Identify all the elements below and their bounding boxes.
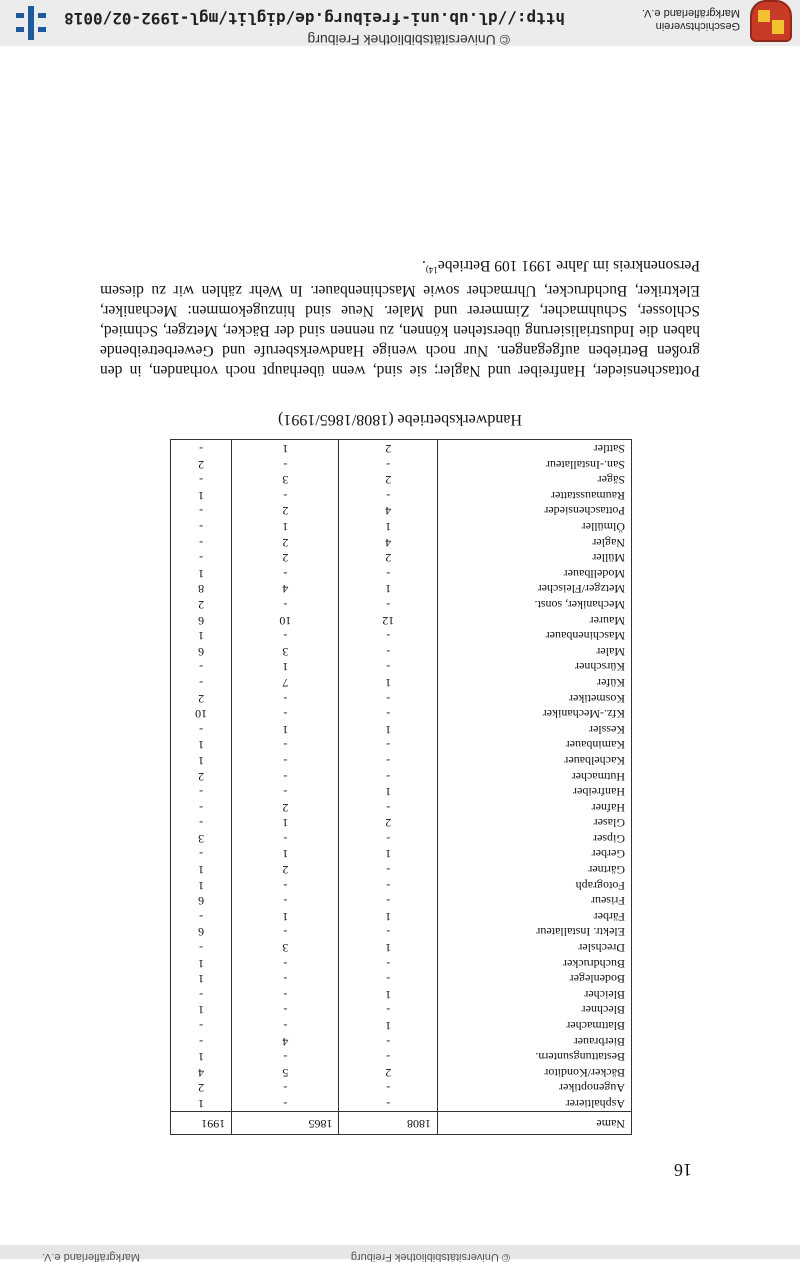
table-row — [171, 612, 632, 628]
count-cell: - — [339, 1033, 438, 1049]
count-cell: - — [232, 986, 339, 1002]
count-cell: - — [232, 784, 339, 800]
count-cell: 7 — [232, 674, 339, 690]
count-cell: - — [232, 893, 339, 909]
paragraph-end: . — [421, 256, 426, 274]
count-cell: 4 — [171, 1064, 232, 1080]
count-cell: 6 — [171, 893, 232, 909]
banner-rotated — [0, 0, 800, 46]
count-cell: 1 — [232, 908, 339, 924]
table-row — [171, 1002, 632, 1018]
count-cell: 1 — [171, 752, 232, 768]
count-cell: 1 — [339, 518, 438, 534]
table-row — [171, 581, 632, 597]
table-row — [171, 768, 632, 784]
count-cell: - — [232, 690, 339, 706]
count-cell: 10 — [232, 612, 339, 628]
count-cell: 4 — [232, 581, 339, 597]
table-row — [171, 955, 632, 971]
count-cell: 1 — [232, 440, 339, 456]
table-row — [171, 893, 632, 909]
table-row — [171, 986, 632, 1002]
count-cell: - — [171, 472, 232, 488]
count-cell: 2 — [171, 768, 232, 784]
count-cell: 1 — [171, 971, 232, 987]
count-cell: - — [339, 971, 438, 987]
table-row — [171, 721, 632, 737]
count-cell: - — [339, 862, 438, 878]
table-row — [171, 846, 632, 862]
count-cell: - — [339, 768, 438, 784]
count-cell: - — [171, 908, 232, 924]
table-row — [171, 690, 632, 706]
table-row — [171, 706, 632, 722]
document-url-link[interactable]: http://dl.ub.uni-freiburg.de/diglit/mgl-1992-02/0018 — [64, 9, 565, 28]
count-cell: 6 — [171, 643, 232, 659]
table-row — [171, 628, 632, 644]
count-cell: - — [339, 830, 438, 846]
craft-name-cell: Kachelbauer — [437, 752, 631, 768]
count-cell: 8 — [171, 581, 232, 597]
table-row — [171, 659, 632, 675]
count-cell: 2 — [232, 503, 339, 519]
craft-name-cell: Elektr. Installateur — [437, 924, 631, 940]
craft-name-cell: Kessler — [437, 721, 631, 737]
craft-name-cell: Raumausstatter — [437, 487, 631, 503]
count-cell: - — [339, 690, 438, 706]
count-cell: 1 — [171, 1002, 232, 1018]
header-1991: 1991 — [171, 1112, 232, 1135]
table-row — [171, 674, 632, 690]
table-row — [171, 518, 632, 534]
count-cell: 1 — [339, 784, 438, 800]
count-cell: 1 — [232, 815, 339, 831]
count-cell: 4 — [339, 503, 438, 519]
craft-name-cell: Gärtner — [437, 862, 631, 878]
count-cell: - — [339, 1095, 438, 1111]
count-cell: - — [339, 456, 438, 472]
count-cell: 4 — [339, 534, 438, 550]
count-cell: 1 — [171, 565, 232, 581]
table-body — [171, 440, 632, 1112]
table-row — [171, 472, 632, 488]
craft-name-cell: Fotograph — [437, 877, 631, 893]
count-cell: 1 — [171, 487, 232, 503]
table-row — [171, 456, 632, 472]
table-row — [171, 534, 632, 550]
table-row — [171, 1049, 632, 1065]
count-cell: 1 — [339, 846, 438, 862]
count-cell: - — [232, 768, 339, 784]
society-crest-icon — [750, 0, 792, 42]
count-cell: - — [171, 550, 232, 566]
count-cell: 1 — [171, 628, 232, 644]
craft-name-cell: Nagler — [437, 534, 631, 550]
craft-name-cell: Blechner — [437, 1002, 631, 1018]
table-row — [171, 877, 632, 893]
count-cell: 12 — [339, 612, 438, 628]
table-row — [171, 799, 632, 815]
count-cell: - — [171, 440, 232, 456]
count-cell: - — [232, 596, 339, 612]
craft-name-cell: Metzger/Fleischer — [437, 581, 631, 597]
table-row — [171, 1017, 632, 1033]
craft-name-cell: Säger — [437, 472, 631, 488]
count-cell: - — [171, 939, 232, 955]
bottom-copyright-text: © Universitätsbibliothek Freiburg — [350, 1251, 510, 1263]
craft-name-cell: Drechsler — [437, 939, 631, 955]
craft-name-cell: Bodenleger — [437, 971, 631, 987]
craft-name-cell: Kosmetiker — [437, 690, 631, 706]
page-number: 16 — [674, 1160, 692, 1180]
viewer-banner — [0, 0, 800, 46]
table-row — [171, 487, 632, 503]
count-cell: 1 — [339, 1017, 438, 1033]
count-cell: - — [171, 799, 232, 815]
table-row — [171, 830, 632, 846]
count-cell: 1 — [171, 1049, 232, 1065]
craft-name-cell: Kaminbauer — [437, 737, 631, 753]
count-cell: - — [171, 518, 232, 534]
count-cell: 2 — [232, 799, 339, 815]
count-cell: 1 — [339, 986, 438, 1002]
table-row — [171, 1064, 632, 1080]
count-cell: 4 — [232, 1033, 339, 1049]
craft-name-cell: Buchdrucker — [437, 955, 631, 971]
count-cell: - — [339, 628, 438, 644]
count-cell: 1 — [232, 659, 339, 675]
count-cell: 3 — [232, 472, 339, 488]
count-cell: - — [232, 877, 339, 893]
count-cell: - — [339, 955, 438, 971]
craft-name-cell: Hanfreiber — [437, 784, 631, 800]
count-cell: 1 — [171, 1095, 232, 1111]
count-cell: - — [232, 487, 339, 503]
count-cell: 1 — [171, 955, 232, 971]
craft-name-cell: Maurer — [437, 612, 631, 628]
craft-name-cell: Maschinenbauer — [437, 628, 631, 644]
count-cell: - — [171, 503, 232, 519]
scanned-page — [100, 160, 700, 1180]
craft-name-cell: Bestattungsuntern. — [437, 1049, 631, 1065]
count-cell: - — [171, 784, 232, 800]
table-row — [171, 1080, 632, 1096]
craft-name-cell: Maler — [437, 643, 631, 659]
table-row — [171, 908, 632, 924]
table-row — [171, 1033, 632, 1049]
count-cell: - — [339, 924, 438, 940]
craft-name-cell: Sattler — [437, 440, 631, 456]
header-name: Name — [437, 1112, 631, 1135]
count-cell: - — [339, 1002, 438, 1018]
count-cell: - — [171, 1017, 232, 1033]
count-cell: 6 — [171, 612, 232, 628]
table-row — [171, 565, 632, 581]
craft-name-cell: Küfer — [437, 674, 631, 690]
craft-name-cell: Färber — [437, 908, 631, 924]
craft-name-cell: Augenoptiker — [437, 1080, 631, 1096]
count-cell: - — [339, 565, 438, 581]
copyright-text: © Universitätsbibliothek Freiburg — [307, 32, 510, 48]
count-cell: - — [339, 1080, 438, 1096]
craft-name-cell: Blattmacher — [437, 1017, 631, 1033]
count-cell: - — [232, 1049, 339, 1065]
count-cell: - — [232, 456, 339, 472]
count-cell: 3 — [171, 830, 232, 846]
craft-name-cell: Glaser — [437, 815, 631, 831]
count-cell: 3 — [232, 643, 339, 659]
count-cell: - — [339, 893, 438, 909]
craft-name-cell: Ölmüller — [437, 518, 631, 534]
count-cell: - — [232, 1095, 339, 1111]
craft-name-cell: Hutmacher — [437, 768, 631, 784]
count-cell: - — [232, 737, 339, 753]
craft-name-cell: Kürschner — [437, 659, 631, 675]
count-cell: - — [232, 565, 339, 581]
count-cell: 2 — [232, 550, 339, 566]
count-cell: 1 — [171, 862, 232, 878]
count-cell: - — [232, 1002, 339, 1018]
table-row — [171, 737, 632, 753]
body-paragraph — [100, 255, 700, 380]
count-cell: - — [171, 721, 232, 737]
count-cell: 6 — [171, 924, 232, 940]
count-cell: - — [232, 971, 339, 987]
count-cell: 3 — [232, 939, 339, 955]
table-row — [171, 939, 632, 955]
count-cell: 2 — [339, 1064, 438, 1080]
count-cell: 1 — [232, 721, 339, 737]
count-cell: 5 — [232, 1064, 339, 1080]
craft-name-cell: Bäcker/Konditor — [437, 1064, 631, 1080]
count-cell: - — [339, 752, 438, 768]
table-row — [171, 596, 632, 612]
bottom-strip-rotated — [0, 1245, 800, 1263]
count-cell: 1 — [232, 518, 339, 534]
table-row — [171, 784, 632, 800]
footnote-mark: 14) — [425, 265, 438, 275]
table-row — [171, 503, 632, 519]
count-cell: - — [232, 752, 339, 768]
bottom-society-text: Markgräflerland e.V. — [41, 1251, 140, 1263]
craft-name-cell: Gerber — [437, 846, 631, 862]
count-cell: - — [232, 924, 339, 940]
header-1808: 1808 — [339, 1112, 438, 1135]
table-header-row — [171, 1112, 632, 1135]
craft-name-cell: Mechaniker, sonst. — [437, 596, 631, 612]
craft-name-cell: Müller — [437, 550, 631, 566]
count-cell: 2 — [232, 534, 339, 550]
table-row — [171, 550, 632, 566]
count-cell: - — [232, 955, 339, 971]
craft-name-cell: Modellbauer — [437, 565, 631, 581]
university-library-logo-icon — [14, 2, 48, 44]
count-cell: 2 — [232, 862, 339, 878]
craft-name-cell: Asphaltierer — [437, 1095, 631, 1111]
count-cell: - — [171, 659, 232, 675]
count-cell: 1 — [171, 737, 232, 753]
count-cell: - — [171, 846, 232, 862]
count-cell: 1 — [339, 674, 438, 690]
count-cell: - — [171, 1033, 232, 1049]
count-cell: 10 — [171, 706, 232, 722]
count-cell: 1 — [339, 908, 438, 924]
count-cell: 1 — [171, 877, 232, 893]
count-cell: - — [171, 986, 232, 1002]
count-cell: - — [339, 659, 438, 675]
count-cell: - — [339, 877, 438, 893]
craft-name-cell: San.-Installateur — [437, 456, 631, 472]
society-name — [642, 6, 740, 32]
table-row — [171, 752, 632, 768]
count-cell: - — [339, 643, 438, 659]
header-1865: 1865 — [232, 1112, 339, 1135]
count-cell: 1 — [232, 846, 339, 862]
count-cell: - — [171, 815, 232, 831]
craft-name-cell: Bierbrauer — [437, 1033, 631, 1049]
count-cell: 2 — [339, 815, 438, 831]
count-cell: 2 — [171, 456, 232, 472]
count-cell: - — [339, 1049, 438, 1065]
count-cell: - — [232, 1080, 339, 1096]
count-cell: 1 — [339, 721, 438, 737]
table-row — [171, 1095, 632, 1111]
count-cell: 2 — [171, 596, 232, 612]
craft-name-cell: Pottaschensieder — [437, 503, 631, 519]
paragraph-text: Pottaschensieder, Hanfreiber und Nagler; sie sind, wenn überhaupt noch vorhanden, in den großen Betrieben aufgegangen. Nur noch wenige Handwerksberufe und Gewerbetreibende haben die Industrialisierung überstehen können, zu nennen sind der Bäcker, Metzger, Schmied, Schlosser, Schuhmacher, Zimmerer und Maler. Neue sind hinzugekommen: Mechaniker, Elektriker, Buchdrucker, Uhrmacher sowie Maschinenbauer. In Wehr zählen wir zu diesem Personenkreis im Jahre 1991 109 Betriebe — [100, 256, 700, 379]
craft-name-cell: Bleicher — [437, 986, 631, 1002]
count-cell: - — [171, 674, 232, 690]
society-line-1: Geschichtsverein — [655, 20, 740, 32]
table-row — [171, 971, 632, 987]
table-row — [171, 862, 632, 878]
table-caption: Handwerksbetriebe (1808/1865/1991) — [278, 411, 522, 428]
craft-name-cell: Hafner — [437, 799, 631, 815]
table-row — [171, 924, 632, 940]
count-cell: - — [339, 799, 438, 815]
count-cell: 1 — [339, 581, 438, 597]
count-cell: - — [339, 487, 438, 503]
viewer-bottom-strip — [0, 1245, 800, 1263]
craft-name-cell: Kfz.-Mechaniker — [437, 706, 631, 722]
table-row — [171, 815, 632, 831]
table-row — [171, 440, 632, 456]
count-cell: - — [232, 830, 339, 846]
craft-name-cell: Friseur — [437, 893, 631, 909]
crafts-table — [170, 439, 632, 1135]
count-cell: 2 — [339, 550, 438, 566]
count-cell: 2 — [171, 690, 232, 706]
count-cell: 2 — [339, 472, 438, 488]
count-cell: 2 — [171, 1080, 232, 1096]
count-cell: - — [339, 706, 438, 722]
table-row — [171, 643, 632, 659]
count-cell: - — [171, 534, 232, 550]
count-cell: 1 — [339, 939, 438, 955]
count-cell: - — [232, 706, 339, 722]
count-cell: - — [339, 737, 438, 753]
craft-name-cell: Gipser — [437, 830, 631, 846]
count-cell: 2 — [339, 440, 438, 456]
society-line-2: Markgräflerland e.V. — [641, 7, 740, 19]
count-cell: - — [339, 596, 438, 612]
count-cell: - — [232, 1017, 339, 1033]
count-cell: - — [232, 628, 339, 644]
